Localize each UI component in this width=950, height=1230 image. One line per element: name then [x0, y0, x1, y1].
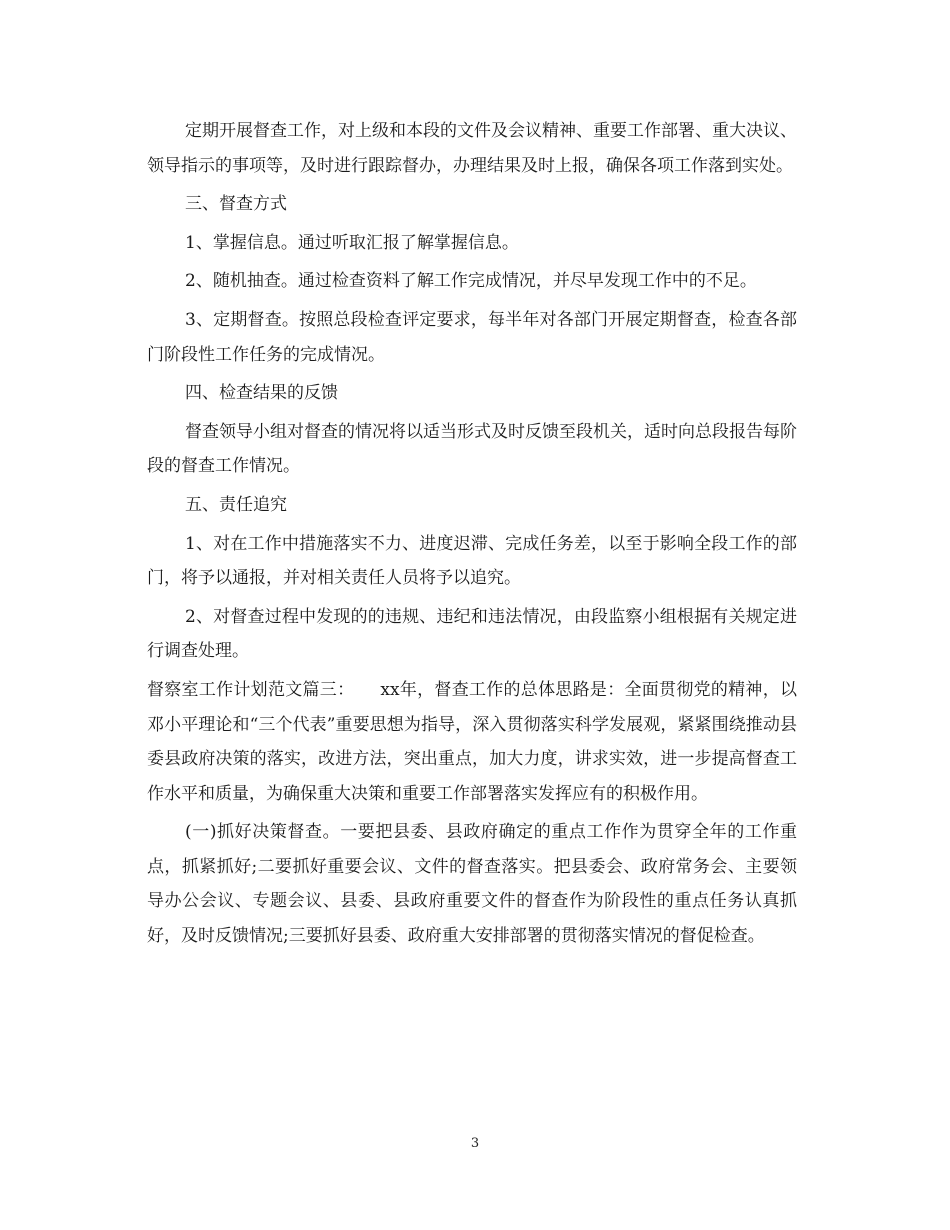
heading-result-feedback: 四、检查结果的反馈 [185, 383, 338, 404]
paragraph-supervision-intro: 定期开展督查工作，对上级和本段的文件及会议精神、重要工作部署、重大决议、领导指示的事项等，及时进行跟踪督办，办理结果及时上报，确保各项工作落到实处。 [147, 121, 797, 176]
heading-accountability: 五、责任追究 [185, 494, 287, 515]
page-number: 3 [470, 1136, 480, 1151]
paragraph-method-1: 1、掌握信息。通过听取汇报了解掌握信息。 [185, 232, 519, 253]
paragraph-plan-sample-three: 督察室工作计划范文篇三： xx年，督查工作的总体思路是：全面贯彻党的精神，以邓小平理论和“三个代表”重要思想为指导，深入贯彻落实科学发展观，紧紧围绕推动县委县政府决策的落实，改进方法，突出重点，加大力度，讲求实效，进一步提高督查工作水平和质量，为确保重大决策和重要工作部署落实发挥应有的积极作用。 [147, 679, 797, 804]
document-body [147, 114, 797, 958]
paragraph-feedback: 督查领导小组对督查的情况将以适当形式及时反馈至段机关，适时向总段报告每阶段的督查工作情况。 [147, 421, 797, 477]
paragraph-accountability-1: 1、对在工作中措施落实不力、进度迟滞、完成任务差，以至于影响全段工作的部门，将予以通报，并对相关责任人员将予以追究。 [147, 533, 797, 589]
heading-supervision-methods: 三、督查方式 [185, 194, 287, 215]
paragraph-method-2: 2、随机抽查。通过检查资料了解工作完成情况，并尽早发现工作中的不足。 [185, 271, 757, 292]
paragraph-accountability-2: 2、对督查过程中发现的的违规、违纪和违法情况，由段监察小组根据有关规定进行调查处理。 [147, 606, 797, 662]
paragraph-decision-supervision: (一)抓好决策督查。一要把县委、县政府确定的重点工作作为贯穿全年的工作重点，抓紧抓好;二要抓好重要会议、文件的督查落实。把县委会、政府常务会、主要领导办公会议、专题会议、县委、县政府重要文件的督查作为阶段性的重点任务认真抓好，及时反馈情况;三要抓好县委、政府重大安排部署的贯彻落实情况的督促检查。 [147, 822, 797, 947]
paragraph-method-3: 3、定期督查。按照总段检查评定要求，每半年对各部门开展定期督查，检查各部门阶段性工作任务的完成情况。 [147, 309, 797, 365]
